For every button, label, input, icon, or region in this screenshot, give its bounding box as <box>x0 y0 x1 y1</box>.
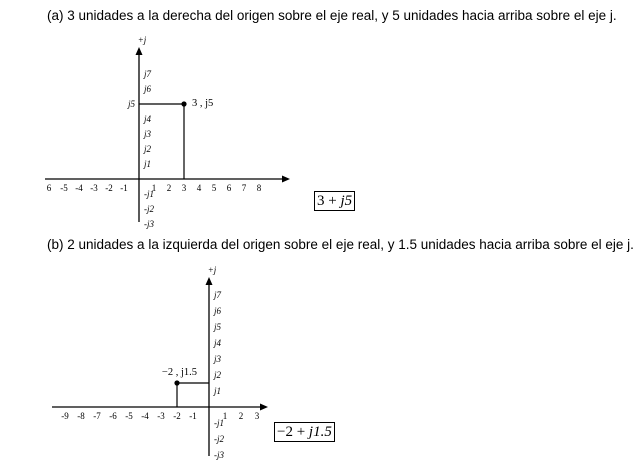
x-tick-label: 2 <box>166 183 172 193</box>
x-tick-label: 7 <box>241 183 247 193</box>
y-tick-label: -j1 <box>214 418 224 428</box>
x-tick-label: -1 <box>120 183 128 193</box>
result-b-real: −2 + <box>277 424 309 440</box>
real-axis-arrow-icon <box>260 404 268 411</box>
x-tick-label: -3 <box>90 183 98 193</box>
result-b-imag: j1.5 <box>308 424 332 440</box>
y-tick-label: j6 <box>144 84 152 94</box>
x-tick-label: 5 <box>211 183 217 193</box>
x-tick-label: -2 <box>105 183 113 193</box>
x-tick-label: 6 <box>226 183 232 193</box>
y-tick-label: -j2 <box>144 204 154 214</box>
x-tick-label: 2 <box>238 411 244 421</box>
y-tick-label: j2 <box>144 144 152 154</box>
y-tick-label: j7 <box>214 290 222 300</box>
y-tick-label: j1 <box>144 159 152 169</box>
x-tick-label: -9 <box>61 411 69 421</box>
y-tick-label: j3 <box>144 129 152 139</box>
result-box-b <box>274 422 335 442</box>
x-tick-label: -3 <box>157 411 165 421</box>
imag-axis-arrow-icon <box>206 277 213 285</box>
complex-point <box>174 380 179 385</box>
x-tick-label: 6 <box>46 183 52 193</box>
point-label: −2 , j1.5 <box>161 367 197 378</box>
point-label: 3 , j5 <box>192 98 214 109</box>
x-tick-label: -1 <box>189 411 197 421</box>
x-tick-label: 1 <box>222 411 228 421</box>
x-tick-label: 8 <box>256 183 262 193</box>
y-tick-label: j5 <box>127 99 135 109</box>
y-tick-label: -j3 <box>214 450 224 460</box>
y-tick-label: -j3 <box>144 219 154 229</box>
y-tick-label: j4 <box>214 338 222 348</box>
y-tick-label: -j2 <box>214 434 224 444</box>
result-a-real: 3 + <box>317 193 341 209</box>
y-tick-label: j1 <box>214 386 222 396</box>
result-a-imag: j5 <box>340 193 353 209</box>
imag-axis-label: +j <box>207 265 217 275</box>
x-tick-label: -6 <box>109 411 117 421</box>
x-tick-label: 1 <box>151 183 157 193</box>
x-tick-label: -5 <box>60 183 68 193</box>
y-tick-label: j6 <box>214 306 222 316</box>
y-tick-label: j4 <box>144 114 152 124</box>
x-tick-label: -8 <box>77 411 85 421</box>
y-tick-label: j5 <box>214 322 222 332</box>
y-tick-label: j3 <box>214 354 222 364</box>
x-tick-label: -7 <box>93 411 101 421</box>
y-tick-label: j2 <box>214 370 222 380</box>
x-tick-label: -2 <box>173 411 181 421</box>
imag-axis-label: +j <box>137 35 147 45</box>
x-tick-label: -4 <box>141 411 149 421</box>
caption-part-a: (a) 3 unidades a la derecha del origen sobre el eje real, y 5 unidades hacia arriba sobre el eje j. <box>47 8 617 23</box>
x-tick-label: 3 <box>254 411 260 421</box>
x-tick-label: -4 <box>75 183 83 193</box>
x-tick-label: 3 <box>181 183 187 193</box>
x-tick-label: -5 <box>125 411 133 421</box>
y-tick-label: j7 <box>144 69 152 79</box>
caption-part-b: (b) 2 unidades a la izquierda del origen sobre el eje real, y 1.5 unidades hacia arriba sobre el eje j. <box>47 237 634 252</box>
y-tick-label: -j1 <box>144 189 154 199</box>
x-tick-label: 4 <box>196 183 202 193</box>
